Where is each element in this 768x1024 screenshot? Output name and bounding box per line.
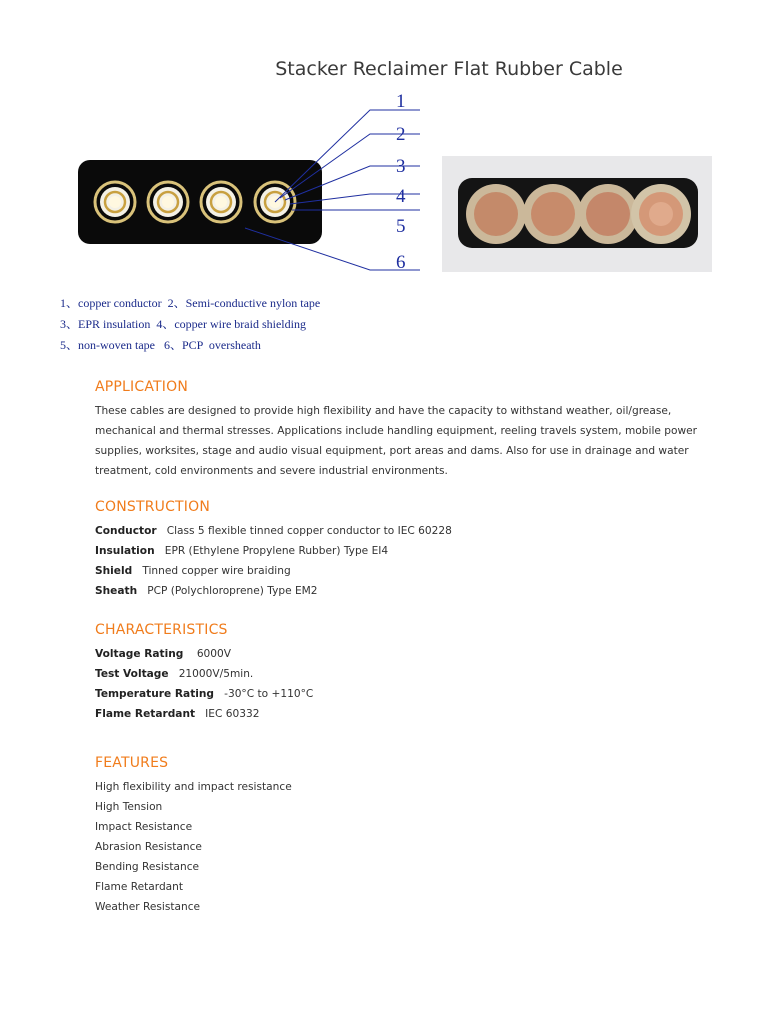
construction-row — [95, 581, 715, 601]
row-label: Voltage Rating — [95, 648, 184, 660]
row-value: 6000V — [196, 648, 232, 660]
row-label: Shield — [95, 565, 133, 577]
feature-item: Flame Retardant — [95, 881, 184, 893]
characteristics-section — [95, 622, 715, 724]
feature-item: High flexibility and impact resistance — [95, 781, 292, 793]
row-value: EPR (Ethylene Propylene Rubber) Type EI4 — [164, 545, 389, 557]
row-label: Sheath — [95, 585, 138, 597]
features-section — [95, 755, 715, 917]
characteristics-heading: CHARACTERISTICS — [95, 622, 228, 638]
characteristics-row — [95, 664, 715, 684]
row-value: PCP (Polychloroprene) Type EM2 — [147, 585, 318, 597]
feature-item: Impact Resistance — [95, 821, 193, 833]
core-1 — [95, 182, 135, 222]
page-title: Stacker Reclaimer Flat Rubber Cable — [275, 58, 623, 80]
diagram-number-5: 5 — [396, 216, 406, 237]
row-label: Test Voltage — [95, 668, 169, 680]
construction-row — [95, 541, 715, 561]
cable-photo — [442, 156, 712, 272]
row-label: Insulation — [95, 545, 155, 557]
component-legend — [60, 293, 320, 356]
application-heading: APPLICATION — [95, 379, 189, 395]
row-value: -30°C to +110°C — [224, 688, 314, 700]
features-heading: FEATURES — [95, 755, 169, 771]
core-2 — [148, 182, 188, 222]
construction-row — [95, 521, 715, 541]
characteristics-row — [95, 644, 715, 664]
construction-section — [95, 499, 715, 601]
row-label: Temperature Rating — [95, 688, 215, 700]
application-section — [95, 379, 715, 481]
diagram-number-6: 6 — [396, 252, 406, 273]
application-text: These cables are designed to provide high flexibility and have the capacity to withstand weather, oil/grease, mechanical and thermal stresses. Applications include handling equipment, reeling travels system, mobile power supplies, worksites, stage and audio visual equipment, port areas and dams. Also for use in drainage and water treatment, cold environments and severe industrial environments. — [95, 405, 698, 477]
legend-line: 1、copper conductor 2、Semi-conductive nylon tape — [60, 296, 321, 310]
cable-cross-section-diagram — [70, 88, 430, 274]
feature-item: Bending Resistance — [95, 861, 200, 873]
row-value: Class 5 flexible tinned copper conductor to IEC 60228 — [166, 525, 452, 537]
row-label: Conductor — [95, 525, 157, 537]
legend-line: 5、non-woven tape 6、PCP oversheath — [60, 338, 261, 352]
photo-core-4 — [631, 184, 691, 244]
row-value: 21000V/5min. — [178, 668, 254, 680]
feature-item: High Tension — [95, 801, 163, 813]
row-value: Tinned copper wire braiding — [142, 565, 291, 577]
row-label: Flame Retardant — [95, 708, 196, 720]
construction-heading: CONSTRUCTION — [95, 499, 211, 515]
photo-core-1 — [466, 184, 526, 244]
feature-item: Abrasion Resistance — [95, 841, 202, 853]
diagram-number-1: 1 — [396, 91, 406, 112]
photo-core-3 — [578, 184, 638, 244]
legend-line: 3、EPR insulation 4、copper wire braid shielding — [60, 317, 306, 331]
diagram-number-2: 2 — [396, 124, 406, 145]
characteristics-row — [95, 684, 715, 704]
feature-item: Weather Resistance — [95, 901, 201, 913]
photo-core-2 — [523, 184, 583, 244]
construction-row — [95, 561, 715, 581]
characteristics-row — [95, 704, 715, 724]
core-3 — [201, 182, 241, 222]
diagram-number-4: 4 — [396, 186, 406, 207]
diagram-number-3: 3 — [396, 156, 406, 177]
row-value: IEC 60332 — [205, 708, 260, 720]
